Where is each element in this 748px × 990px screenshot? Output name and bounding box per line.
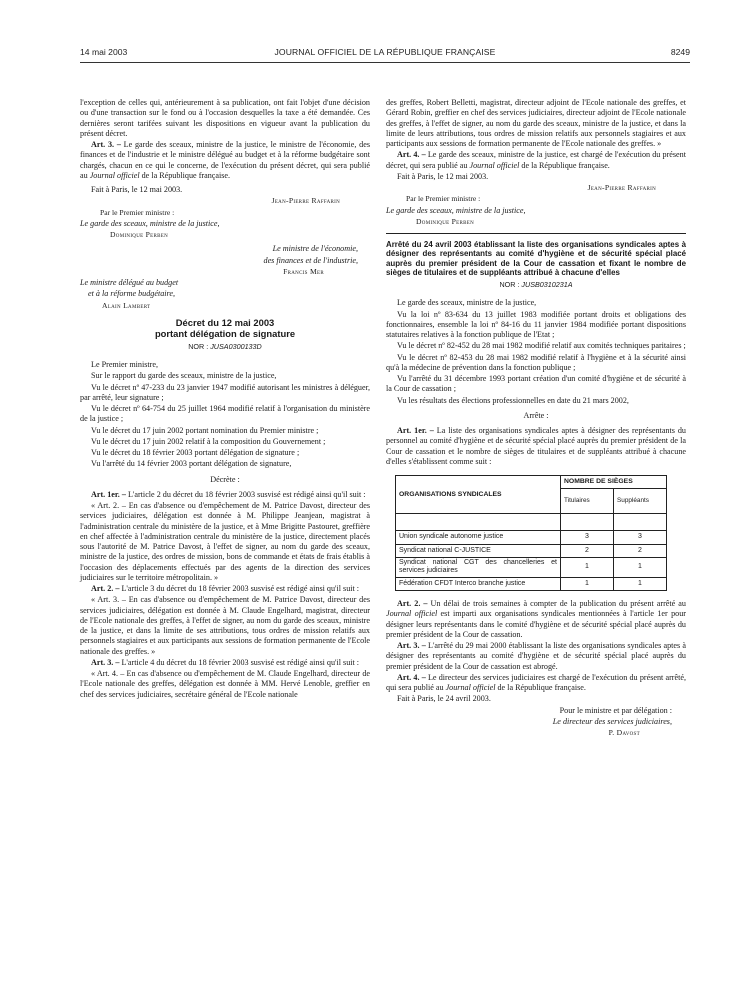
garde-name: Dominique Perben [110,230,169,239]
signature-pm: Jean-Pierre Raffarin [587,183,656,192]
article-text: Le garde des sceaux, ministre de la justice, est chargé de l'exécution du présent décret, qui sera publié au [386,150,686,170]
col-org-header: ORGANISATIONS SYNDICALES [396,476,561,514]
journal-ref: Journal officiel [386,609,438,619]
table-row-spacer [396,514,667,531]
org-name: Syndicat national C-JUSTICE [396,544,561,557]
arrete-article-4 [386,673,686,694]
left-column [80,98,370,700]
table-row [396,577,667,590]
decret-nor [80,342,370,352]
col-titulaires-header: Titulaires [561,489,614,514]
table-row [396,557,667,577]
article-1 [80,490,370,500]
decret-title-line-2: portant délégation de signature [154,327,296,339]
page-number: 8249 [670,47,690,57]
article-label: Art. 3. – [91,140,121,149]
eco-title-1: Le ministre de l'économie, [272,244,358,254]
titulaires-value: 3 [561,531,614,544]
suppleants-value: 1 [614,577,667,590]
article-2 [80,584,370,594]
suppleants-value: 1 [614,557,667,577]
continuation-paragraph: des greffes, Robert Belletti, magistrat, directeur adjoint de l'Ecole nationale des greffes, et Gérard Robin, greffier en chef des services judiciaires, directeur adjoint de l'Ecole nationale des greffes, à l'effet de signer, au nom du garde des sceaux, ministre de la justice, et dans la limite de leurs attributions, tous ordres de mission relatifs aux personnels stagiaires et aux participants aux sessions de formation permanente de l'Ecole nationale des greffes. » [386,98,686,148]
header-date: 14 mai 2003 [80,47,128,57]
article-text: L'article 3 du décret du 18 février 2003 susvisé est rédigé ainsi qu'il suit : [119,584,360,593]
budget-name: Alain Lambert [102,300,151,310]
article-label: Art. 3. – [397,641,426,651]
org-name: Fédération CFDT Interco branche justice [396,577,561,590]
visa-3: Vu le décret nº 82-453 du 28 mai 1982 modifié relatif à l'hygiène et à la sécurité ainsi qu'à la médecine de prévention dans la fonction publique ; [386,352,686,372]
article-text-end: de la République française. [139,170,231,180]
visa-3: Vu le décret nº 64-754 du 25 juillet 1964 modifié relatif à l'organisation du ministère de la justice ; [80,404,370,424]
organisations-table [395,475,667,591]
article-text: Le directeur des services judiciaires est chargé de l'exécution du présent arrêté, qui sera publié au [386,672,686,693]
article-1-quote: « Art. 2. – En cas d'absence ou d'empêchement de M. Patrice Davost, directeur des services judiciaires, délégation est donnée à M. Philippe Jeanjean, magistrat à l'administration centrale du ministère de la justice, et à Mme Brigitte Pastouret, greffière en chef affectée à l'administration centrale du ministère de la justice, directement placés sous l'autorité de M. Patrice Davost, à l'effet de signer, au nom du garde des sceaux, ministre de la justice, des ordres de mission, bons de commande et états de frais établis à l'occasion des déplacements effectués par des agents de la direction des services judiciaires sur le territoire métropolitain. » [80,501,370,582]
decret-title-line-1: Décret du 12 mai 2003 [175,316,275,328]
visa-4: Vu l'arrêté du 31 décembre 1993 portant création d'un comité d'hygiène et de sécurité à la Cour de cassation ; [386,374,686,394]
decrete: Décrète : [210,474,240,484]
garde-name: Dominique Perben [416,216,475,226]
fait-a-paris-2: Fait à Paris, le 24 avril 2003. [397,694,491,704]
eco-name: Francis Mer [283,266,324,276]
org-name: Syndicat national CGT des chancelleries et services judiciaires [396,557,561,577]
article-text-end: est imparti aux organisations syndicales mentionnées à l'article 1er pour désigner leurs représentants dans le comité d'hygiène et de sécurité spécial placé auprès du premier président de la Cour de cassation. [386,609,686,639]
visa-5: Vu les résultats des élections professionnelles en date du 21 mars 2002, [397,395,629,405]
article-label: Art. 4. – [397,672,426,682]
page-header [80,47,690,61]
suppleants-value: 2 [614,544,667,557]
garde-intro: Le garde des sceaux, ministre de la justice, [397,298,537,308]
right-column [386,98,686,738]
header-rule [80,62,690,63]
fait-a-paris: Fait à Paris, le 12 mai 2003. [91,185,183,194]
table-row [396,544,667,557]
pour-le-ministre: Pour le ministre et par délégation : [559,705,672,715]
article-3 [80,658,370,668]
section-separator [386,233,686,234]
par-premier-ministre: Par le Premier ministre : [100,207,175,217]
article-text: Un délai de trois semaines à compter de la publication du présent arrêté au [427,599,686,609]
article-text: L'arrêté du 29 mai 2000 établissant la liste des organisations syndicales aptes à désigner des représentants au comité d'hygiène et de sécurité spécial placé auprès du premier président de la Cour de cassation est abrogé. [386,641,686,671]
arrete-title: Arrêté du 24 avril 2003 établissant la liste des organisations syndicales aptes à désigner des représentants au comité d'hygiène et de sécurité spécial placé auprès du premier président de la Cour de cassation et fixant le nombre de sièges de titulaires et de suppléants attribué à chacune d'elles [386,240,686,277]
par-premier-ministre: Par le Premier ministre : [406,194,481,204]
signature-pm: Jean-Pierre Raffarin [271,196,340,206]
garde-title: Le garde des sceaux, ministre de la justice, [386,205,526,215]
suppleants-value: 3 [614,531,667,544]
eco-title-2: des finances et de l'industrie, [263,255,358,265]
continuation-paragraph: l'exception de celles qui, antérieurement à sa publication, ont fait l'objet d'une décision ou d'une transaction sur le fond ou à l'occasion desquelles la taxe a été demandée. Ces dernières seront tarifées suivant les dispositions en vigueur avant la publication du présent décret. [80,98,370,138]
nor-code: JUSA0300133D [210,341,262,351]
fait-a-paris: Fait à Paris, le 12 mai 2003. [397,171,489,181]
arrete-nor [386,280,686,290]
directeur-name: P. Davost [608,728,640,738]
article-text: L'article 4 du décret du 18 février 2003 susvisé est rédigé ainsi qu'il suit : [119,657,360,667]
article-text-end: de la République française. [495,683,586,693]
titulaires-value: 1 [561,577,614,590]
visa-4: Vu le décret du 17 juin 2002 portant nomination du Premier ministre ; [91,425,319,435]
article-text-end: de la République française. [519,160,610,170]
journal-ref: Journal officiel [469,160,520,170]
titulaires-value: 2 [561,544,614,557]
arrete: Arrête : [523,410,549,420]
article-text: La liste des organisations syndicales aptes à désigner des représentants du personnel au comité d'hygiène et de sécurité spécial placé auprès du premier président de la Cour de cassation et le nombre de sièges de titulaires et de suppléants attribué à chacune d'elles s'établissent comme suit : [386,426,686,466]
directeur-title: Le directeur des services judiciaires, [552,716,672,726]
article-label: Art. 2. – [91,584,120,593]
article-2-quote: « Art. 3. – En cas d'absence ou d'empêchement de M. Patrice Davost, directeur des services judiciaires, délégation est donnée à M. Claude Engelhard, magistrat, directeur de l'Ecole nationale des greffes, à l'effet de signer, au nom du garde des sceaux, ministre de la justice, et dans la limite de ses attributions, tous ordres de mission relatifs aux personnels stagiaires et aux participants aux sessions de formation permanente de l'Ecole nationale des greffes. » [80,595,370,656]
budget-title-1: Le ministre délégué au budget [80,278,179,287]
decret-title [80,317,370,339]
article-label: Art. 2. – [397,599,428,609]
article-text: Le garde des sceaux, ministre de la justice, le ministre de l'économie, des finances et de l'industrie et le ministre délégué au budget et à la réforme budgétaire sont chargés, chacun en ce qui le concerne, de l'exécution du présent décret, qui sera publié au [80,140,371,180]
budget-title-2: et à la réforme budgétaire, [88,289,176,299]
article-label: Art. 4. – [397,150,426,160]
journal-ref: Journal officiel [445,683,496,693]
nor-label: NOR : [499,280,522,290]
visa-2: Vu le décret nº 47-233 du 23 janvier 1947 modifié autorisant les ministres à déléguer, par arrêté, leur signature ; [80,382,370,402]
arrete-article-1 [386,426,686,467]
article-label: Art. 1er. – [91,489,126,499]
garde-title: Le garde des sceaux, ministre de la justice, [80,218,220,228]
org-name: Union syndicale autonome justice [396,531,561,544]
visa-6: Vu le décret du 18 février 2003 portant délégation de signature ; [91,448,300,457]
table-row [396,531,667,544]
article-text: L'article 2 du décret du 18 février 2003 susvisé est rédigé ainsi qu'il suit : [125,489,366,499]
premier-ministre: Le Premier ministre, [91,360,159,369]
article-3-quote: « Art. 4. – En cas d'absence ou d'empêchement de M. Claude Engelhard, directeur de l'Ecole nationale des greffes, délégation est donnée à MM. Hervé Lenoble, greffier en chef des services judiciaires, secrétaire général de l'Ecole nationale [80,669,370,699]
col-sieges-header: NOMBRE DE SIÈGES [561,476,667,489]
nor-code: JUSB0310231A [521,280,573,290]
nor-label: NOR : [188,341,211,351]
article-label: Art. 1er. – [397,426,434,436]
visa-5: Vu le décret du 17 juin 2002 relatif à la composition du Gouvernement ; [91,436,326,446]
article-4 [386,150,686,171]
visa-1: Sur le rapport du garde des sceaux, ministre de la justice, [91,371,277,381]
visa-7: Vu l'arrêté du 14 février 2003 portant délégation de signature, [91,459,292,469]
visa-1: Vu la loi nº 83-634 du 13 juillet 1983 modifiée portant droits et obligations des fonctionnaires, ensemble la loi nº 84-16 du 11 janvier 1984 modifiée portant dispositions statutaires relatives à la fonction publique de l'Etat ; [386,309,686,340]
visa-2: Vu le décret nº 82-452 du 28 mai 1982 modifié relatif aux comités techniques paritaires ; [397,341,686,351]
arrete-article-2 [386,599,686,640]
titulaires-value: 1 [561,557,614,577]
journal-title: JOURNAL OFFICIEL DE LA RÉPUBLIQUE FRANÇAISE [274,47,496,57]
journal-ref: Journal officiel [89,170,140,180]
arrete-article-3 [386,641,686,672]
article-3-paragraph [80,140,370,181]
col-suppleants-header: Suppléants [614,489,667,514]
article-label: Art. 3. – [91,657,120,667]
